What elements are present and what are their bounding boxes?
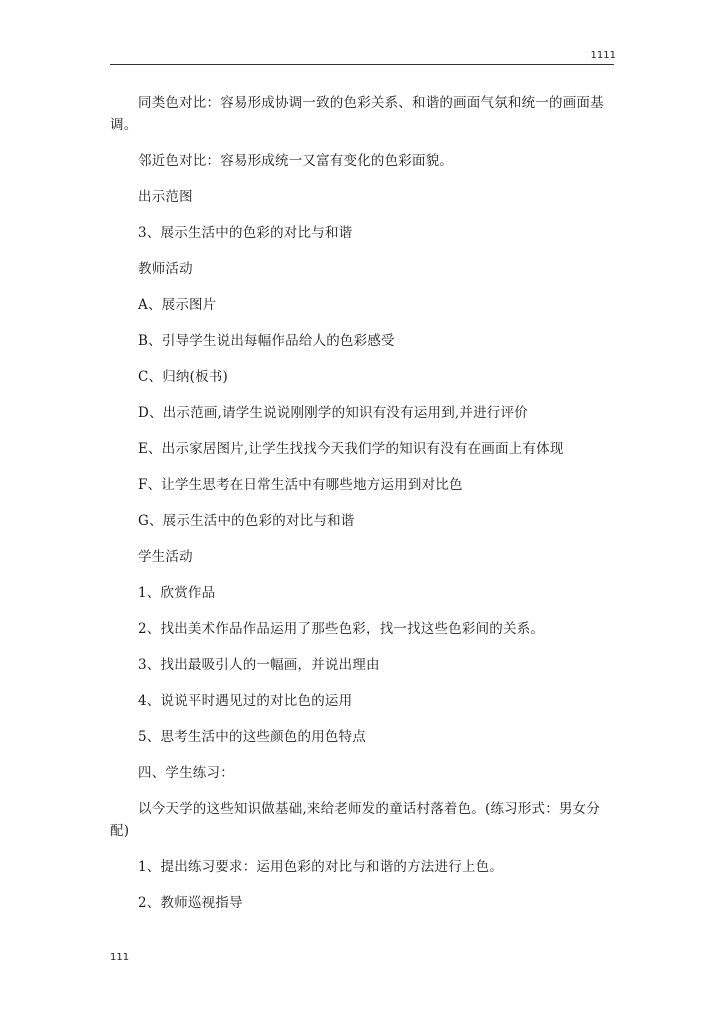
paragraph: 5、思考生活中的这些颜色的用色特点	[138, 729, 366, 745]
paragraph: 1、欣赏作品	[138, 585, 216, 601]
paragraph: 3、展示生活中的色彩的对比与和谐	[138, 225, 353, 241]
paragraph: 4、说说平时遇见过的对比色的运用	[138, 693, 353, 709]
paragraph: G、展示生活中的色彩的对比与和谐	[138, 513, 355, 529]
paragraph: B、引导学生说出每幅作品给人的色彩感受	[138, 333, 395, 349]
paragraph: F、让学生思考在日常生活中有哪些地方运用到对比色	[138, 477, 463, 493]
paragraph: E、出示家居图片,让学生找找今天我们学的知识有没有在画面上有体现	[138, 441, 564, 457]
paragraph: 2、教师巡视指导	[138, 895, 243, 911]
paragraph: 学生活动	[138, 549, 193, 565]
page-footer-number: 111	[110, 952, 130, 963]
paragraph: 以今天学的这些知识做基础,来给老师发的童话村落着色。(练习形式：男女分配)	[110, 801, 601, 839]
paragraph: 教师活动	[138, 261, 193, 277]
paragraph: 1、提出练习要求：运用色彩的对比与和谐的方法进行上色。	[138, 859, 503, 875]
paragraph: 同类色对比：容易形成协调一致的色彩关系、和谐的画面气氛和统一的画面基调。	[110, 95, 604, 133]
paragraph: 邻近色对比：容易形成统一又富有变化的色彩面貌。	[138, 153, 454, 169]
page-header-number: 1111	[590, 50, 616, 61]
document-body	[110, 92, 616, 914]
paragraph: 出示范图	[138, 189, 193, 205]
paragraph: 3、找出最吸引人的一幅画，并说出理由	[138, 657, 380, 673]
header-rule	[110, 64, 614, 65]
paragraph: 2、找出美术作品作品运用了那些色彩，找一找这些色彩间的关系。	[138, 621, 545, 637]
paragraph: A、展示图片	[138, 297, 217, 313]
paragraph: D、出示范画,请学生说说刚刚学的知识有没有运用到,并进行评价	[138, 405, 528, 421]
paragraph: C、归纳(板书)	[138, 369, 228, 385]
paragraph: 四、学生练习：	[138, 765, 234, 781]
